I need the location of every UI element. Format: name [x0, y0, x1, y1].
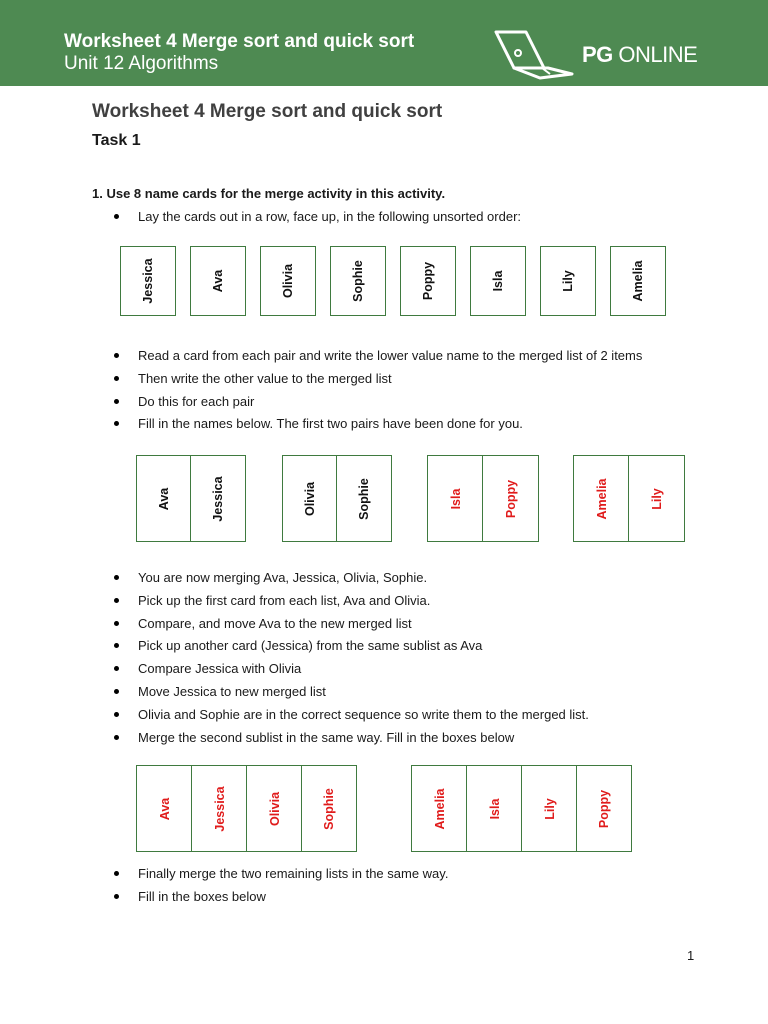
- list-item: Then write the other value to the merged list: [0, 370, 642, 393]
- list-item: Pick up the first card from each list, Ava and Olivia.: [0, 592, 589, 615]
- list-item: Do this for each pair: [0, 393, 642, 416]
- list-item: Fill in the names below. The first two pairs have been done for you.: [0, 415, 642, 438]
- instructions-list-2: [0, 347, 642, 438]
- pair-card: Sophie: [336, 455, 392, 542]
- page-number: 1: [687, 948, 695, 963]
- list-item: Compare Jessica with Olivia: [0, 660, 589, 683]
- list-item: Olivia and Sophie are in the correct sequence so write them to the merged list.: [0, 706, 589, 729]
- task-heading: Task 1: [92, 132, 141, 149]
- instructions-list-4: [0, 865, 448, 911]
- list-item: Compare, and move Ava to the new merged list: [0, 615, 589, 638]
- logo-text: PG ONLINE: [582, 42, 698, 67]
- quad-card-answer: Jessica: [191, 765, 248, 852]
- document-title: Worksheet 4 Merge sort and quick sort: [92, 101, 443, 122]
- pair-card-answer: Poppy: [482, 455, 539, 542]
- pair-card-answer: Lily: [628, 455, 685, 542]
- header-subtitle: Unit 12 Algorithms: [64, 53, 219, 74]
- list-item: Fill in the boxes below: [0, 888, 448, 911]
- pair-card: Olivia: [282, 455, 338, 542]
- name-card: Poppy: [400, 246, 456, 316]
- list-item: Move Jessica to new merged list: [0, 683, 589, 706]
- quad-card-answer: Sophie: [301, 765, 357, 852]
- instructions-list-1: [0, 208, 521, 231]
- list-item: You are now merging Ava, Jessica, Olivia, Sophie.: [0, 569, 589, 592]
- list-item: Lay the cards out in a row, face up, in the following unsorted order:: [0, 208, 521, 231]
- quad-card-answer: Olivia: [246, 765, 303, 852]
- quad-card-answer: Amelia: [411, 765, 468, 852]
- quad-card-answer: Poppy: [576, 765, 632, 852]
- pair-card-answer: Isla: [427, 455, 484, 542]
- name-card: Sophie: [330, 246, 386, 316]
- header-title: Worksheet 4 Merge sort and quick sort: [64, 31, 415, 52]
- name-card: Isla: [470, 246, 526, 316]
- name-card: Ava: [190, 246, 246, 316]
- quad-card-answer: Isla: [466, 765, 523, 852]
- pair-card: Jessica: [190, 455, 246, 542]
- name-card: Amelia: [610, 246, 666, 316]
- list-item: Read a card from each pair and write the lower value name to the merged list of 2 items: [0, 347, 642, 370]
- name-card: Jessica: [120, 246, 176, 316]
- list-item: Merge the second sublist in the same way. Fill in the boxes below: [0, 729, 589, 752]
- name-card: Olivia: [260, 246, 316, 316]
- header-banner: [0, 0, 768, 86]
- question-1: 1. Use 8 name cards for the merge activity in this activity.: [92, 186, 446, 201]
- name-card: Lily: [540, 246, 596, 316]
- pair-card: Ava: [136, 455, 192, 542]
- list-item: Finally merge the two remaining lists in the same way.: [0, 865, 448, 888]
- laptop-logo-icon: [492, 28, 576, 82]
- instructions-list-3: [0, 569, 589, 751]
- list-item: Pick up another card (Jessica) from the same sublist as Ava: [0, 637, 589, 660]
- quad-card-answer: Lily: [521, 765, 578, 852]
- pair-card-answer: Amelia: [573, 455, 630, 542]
- quad-card-answer: Ava: [136, 765, 193, 852]
